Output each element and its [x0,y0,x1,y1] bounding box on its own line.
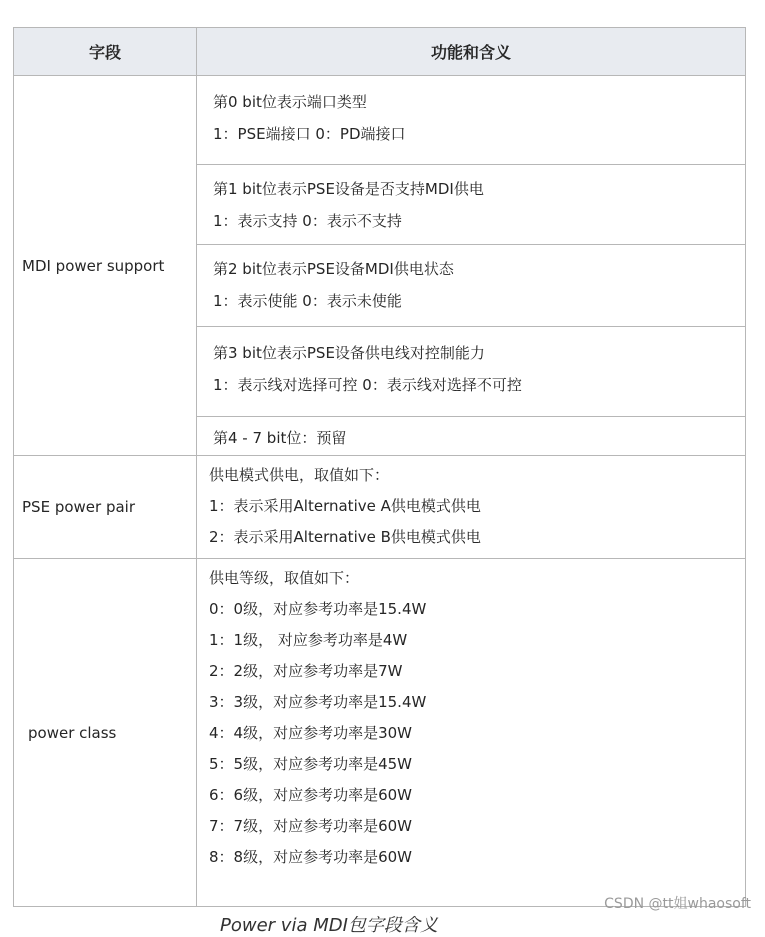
mdi-bit-0 [197,76,745,164]
power-class-line-3: 2：2级，对应参考功率是7W [209,662,403,680]
table-header-row [14,28,745,75]
power-class-line-2: 1：1级， 对应参考功率是4W [209,631,408,649]
pse-pair-desc-cell [197,456,745,558]
pse-pair-line-0: 供电模式供电，取值如下： [209,466,390,484]
pse-pair-line-1: 1：表示采用Alternative A供电模式供电 [209,497,481,515]
field-pse-power-pair: PSE power pair [14,456,197,558]
mdi-bit-0-values: 1：PSE端接口 0：PD端接口 [213,125,406,143]
mdi-bit-1 [197,164,745,244]
mdi-bit-0-desc: 第0 bit位表示端口类型 [213,93,367,111]
mdi-bit-4-7-desc: 第4 - 7 bit位：预留 [213,429,347,447]
power-class-line-6: 5：5级，对应参考功率是45W [209,755,413,773]
table-row-pse-power-pair [14,455,745,558]
pse-pair-line-2: 2：表示采用Alternative B供电模式供电 [209,528,481,546]
power-class-line-1: 0：0级，对应参考功率是15.4W [209,600,427,618]
csdn-watermark: CSDN @tt姐whaosoft [604,896,751,912]
power-class-line-7: 6：6级，对应参考功率是60W [209,786,413,804]
mdi-bit-3-values: 1：表示线对选择可控 0：表示线对选择不可控 [213,376,522,394]
table-row-mdi-power-support [14,75,745,455]
mdi-bit-4-7 [197,416,745,456]
table-row-power-class [14,558,745,906]
power-class-line-8: 7：7级，对应参考功率是60W [209,817,413,835]
mdi-bit-1-values: 1：表示支持 0：表示不支持 [213,212,402,230]
power-class-line-4: 3：3级，对应参考功率是15.4W [209,693,427,711]
field-mdi-power-support: MDI power support [14,76,197,455]
power-class-line-5: 4：4级，对应参考功率是30W [209,724,413,742]
mdi-bit-1-desc: 第1 bit位表示PSE设备是否支持MDI供电 [213,180,484,198]
mdi-bit-2-values: 1：表示使能 0：表示未使能 [213,292,402,310]
lldp-field-table [13,27,746,907]
power-class-desc-cell [197,559,745,906]
mdi-bit-2 [197,244,745,326]
mdi-bit-3-desc: 第3 bit位表示PSE设备供电线对控制能力 [213,344,485,362]
header-meaning: 功能和含义 [430,43,511,62]
field-power-class: power class [14,559,197,906]
mdi-bits-cell [197,76,745,455]
mdi-bit-3 [197,326,745,416]
mdi-bit-2-desc: 第2 bit位表示PSE设备MDI供电状态 [213,260,454,278]
header-field: 字段 [14,28,197,75]
table-caption: Power via MDI包字段含义 [220,915,438,936]
power-class-line-9: 8：8级，对应参考功率是60W [209,848,413,866]
power-class-line-0: 供电等级，取值如下： [209,569,360,587]
